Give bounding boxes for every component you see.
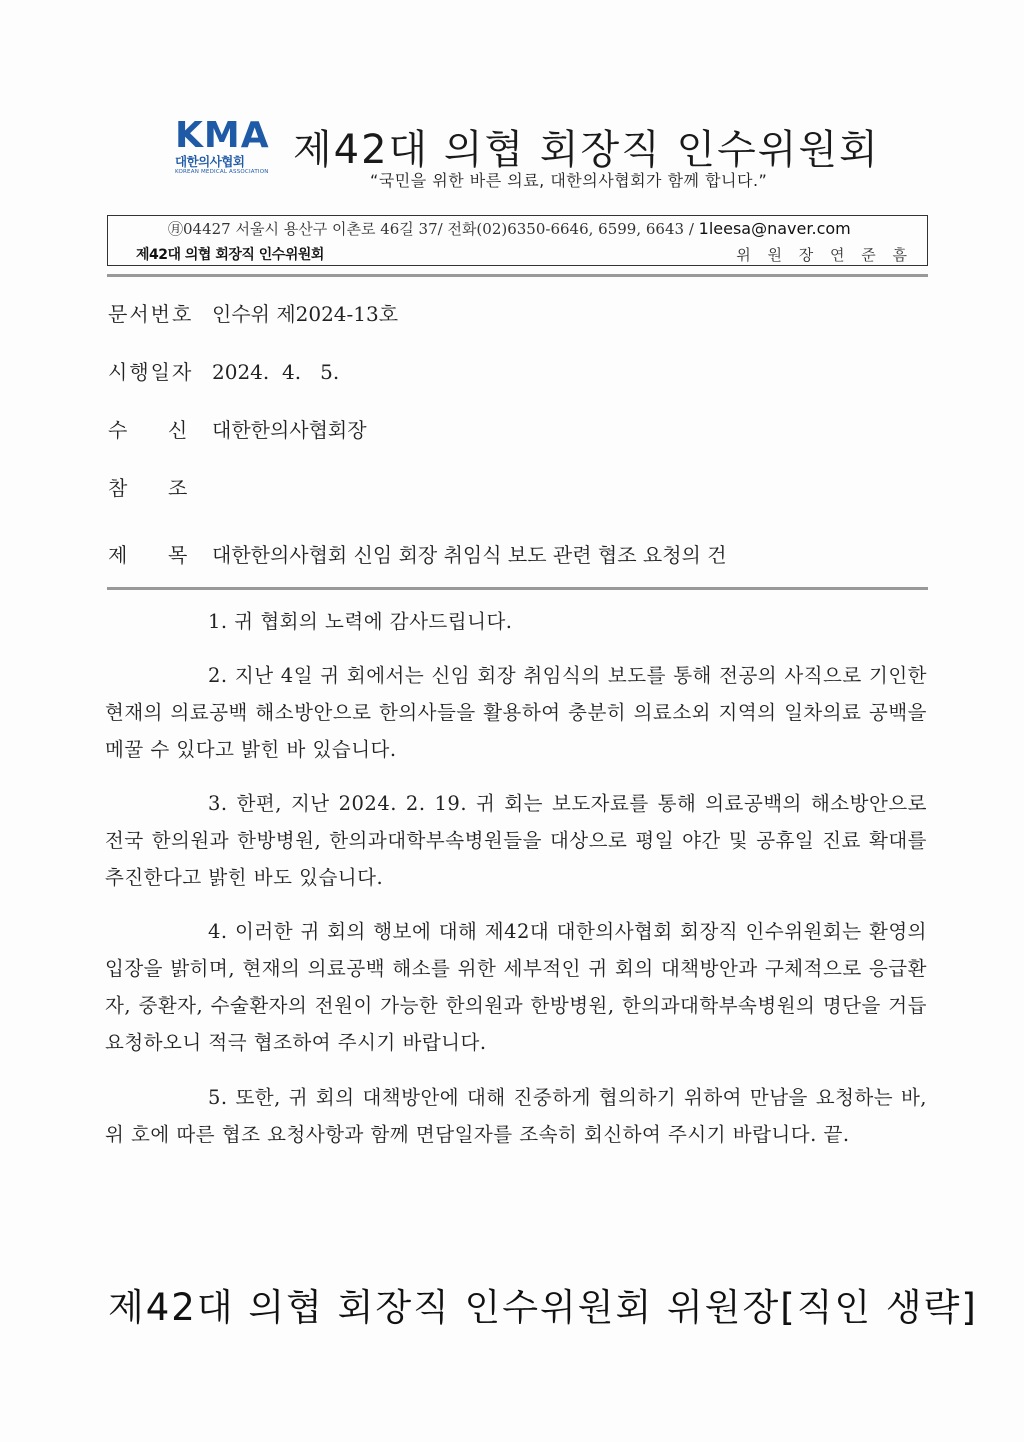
recipient-row: [108, 414, 367, 443]
doc-number-row: [108, 298, 398, 327]
reference-row: [108, 472, 212, 501]
paragraph-3: 3. 한편, 지난 2024. 2. 19. 귀 회는 보도자료를 통해 의료공백의 해소방안으로 전국 한의원과 한방병원, 한의과대학부속병원들을 대상으로 평일 야간 및 공휴일 진료 확대를 추진한다고 밝힌 바도 있습니다.: [105, 792, 927, 889]
recipient-label: 수 신: [108, 418, 188, 442]
doc-number: 인수위 제2024-13호: [212, 302, 399, 326]
header-divider: [107, 274, 928, 277]
recipient: 대한한의사협회장: [212, 418, 367, 442]
email-link[interactable]: 1leesa@naver.com: [698, 219, 851, 238]
address-line: [168, 218, 851, 239]
subject: 대한한의사협회 신임 회장 취임식 보도 관련 협조 요청의 건: [212, 543, 727, 567]
paragraph-4: 4. 이러한 귀 회의 행보에 대해 제42대 대한의사협회 회장직 인수위원회는 환영의 입장을 밝히며, 현재의 의료공백 해소를 위한 세부적인 귀 회의 대책방안과 구체적으로 응급환자, 중환자, 수술환자의 전원이 가능한 한의원과 한방병원, 한의과대학부속병원의 명단을 거듭 요청하오니 적극 협조하여 주시기 바랍니다.: [105, 920, 927, 1054]
address-text: ㊊04427 서울시 용산구 이촌로 46길 37/ 전화(02)6350-6646, 6599, 6643 /: [168, 220, 699, 238]
chairperson: 위 원 장 연 준 흠: [736, 246, 913, 264]
paragraph-2: 2. 지난 4일 귀 회에서는 신임 회장 취임식의 보도를 통해 전공의 사직으로 기인한 현재의 의료공백 해소방안으로 한의사들을 활용하여 충분히 의료소외 지역의 일차의료 공백을 메꿀 수 있다고 밝힌 바 있습니다.: [105, 664, 927, 761]
doc-number-label: 문서번호: [108, 302, 194, 326]
logo-korean-name: 대한의사협회: [175, 154, 245, 169]
subject-row: [108, 539, 727, 568]
kma-logo: [175, 115, 271, 176]
handwritten-org-name: 제42대 의협 회장직 인수위원회: [136, 247, 324, 263]
address-box: [107, 215, 928, 266]
meta-divider: [107, 587, 928, 590]
logo-mark: KMA: [175, 115, 270, 156]
slogan: “국민을 위한 바른 의료, 대한의사협회가 함께 합니다.”: [370, 171, 768, 190]
paragraph-1: 1. 귀 협회의 노력에 감사드립니다.: [208, 610, 513, 633]
page-title: 제42대 의협 회장직 인수위원회: [293, 127, 880, 173]
logo-english-name: KOREAN MEDICAL ASSOCIATION: [175, 169, 269, 175]
paragraph-5: 5. 또한, 귀 회의 대책방안에 대해 진중하게 협의하기 위하여 만남을 요청하는 바, 위 호에 따른 협조 요청사항과 함께 면담일자를 조속히 회신하여 주시기 바랍니다. 끝.: [105, 1086, 927, 1146]
date-row: [108, 356, 339, 385]
signature-line: 제42대 의협 회장직 인수위원회 위원장[직인 생략]: [108, 1286, 978, 1329]
date-label: 시행일자: [108, 360, 194, 384]
subject-label: 제 목: [108, 543, 188, 567]
date: 2024. 4. 5.: [212, 360, 340, 384]
reference-label: 참 조: [108, 476, 188, 500]
